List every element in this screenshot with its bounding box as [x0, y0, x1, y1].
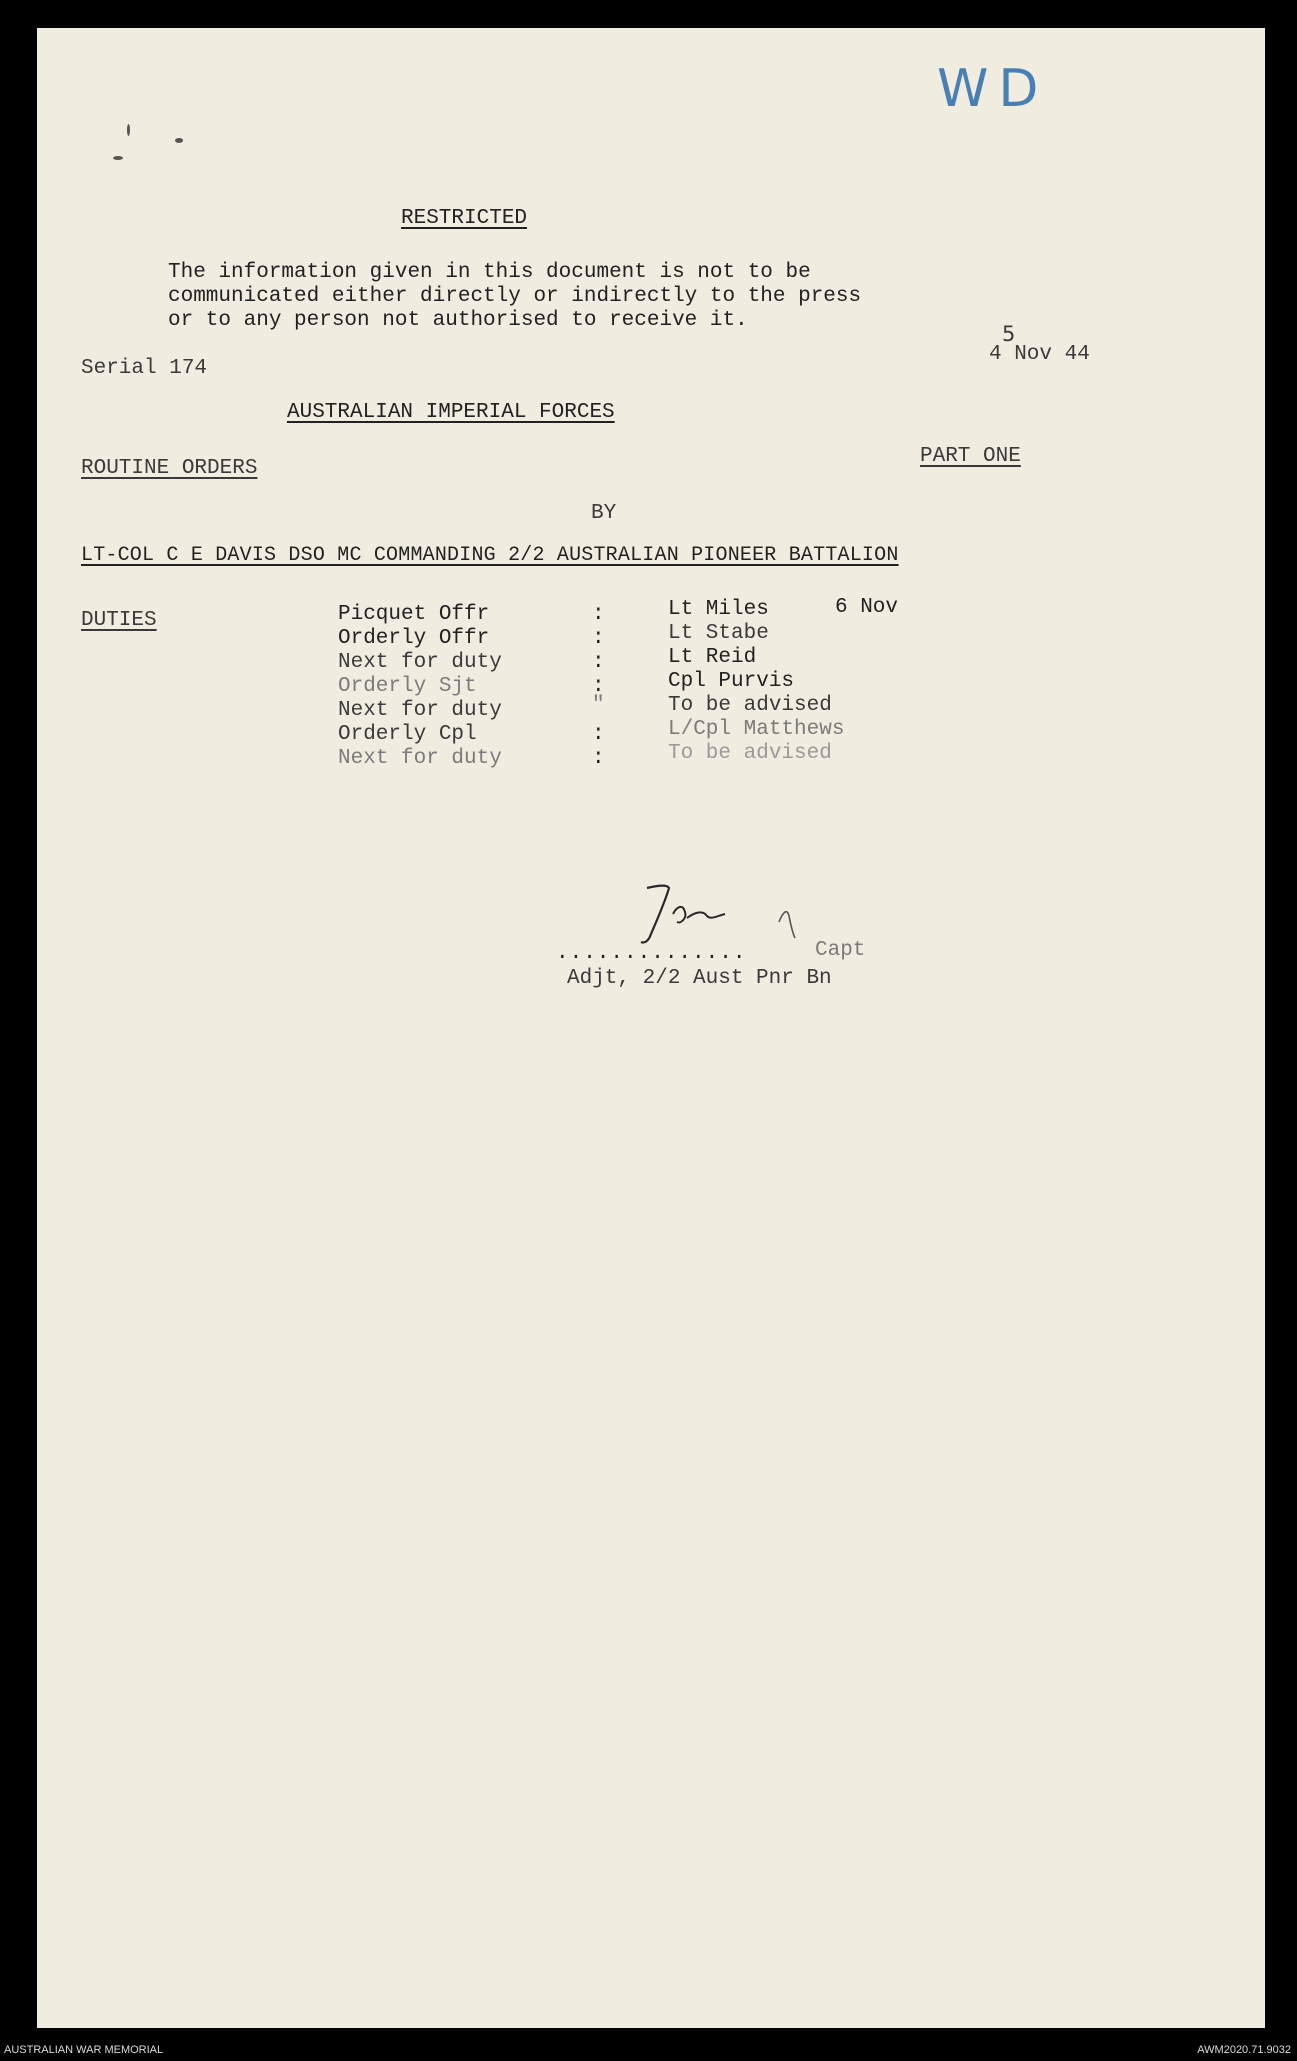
duty-role-7: Next for duty: [338, 747, 502, 770]
duty-name-2: Lt Stabe: [668, 622, 769, 645]
notice-line-1: The information given in this document is not to be: [168, 261, 811, 284]
punch-mark: [113, 156, 123, 160]
duty-sep-6: :: [592, 723, 605, 746]
duty-role-2: Orderly Offr: [338, 627, 490, 650]
punch-mark: [127, 124, 130, 136]
duty-role-4: Orderly Sjt: [338, 675, 477, 698]
duty-role-1: Picquet Offr: [338, 603, 490, 626]
order-date: 4 Nov 44: [989, 343, 1090, 366]
part-label: PART ONE: [920, 445, 1021, 468]
duty-role-5: Next for duty: [338, 699, 502, 722]
duties-label: DUTIES: [81, 609, 157, 632]
duty-role-6: Orderly Cpl: [338, 723, 477, 746]
handwritten-mark: WD: [937, 59, 1049, 119]
duty-sep-4: :: [592, 675, 605, 698]
signature-rank: Capt: [815, 939, 866, 962]
document-page: [37, 28, 1265, 2028]
restricted-heading: RESTRICTED: [401, 207, 528, 230]
signature-dots: ..............: [556, 942, 747, 965]
notice-line-2: communicated either directly or indirectly to the press: [168, 285, 862, 308]
duty-name-3: Lt Reid: [668, 646, 757, 669]
signature-title: Adjt, 2/2 Aust Pnr Bn: [567, 967, 832, 990]
duty-name-5: To be advised: [668, 694, 832, 717]
duty-name-6: L/Cpl Matthews: [668, 718, 845, 741]
duty-name-7: To be advised: [668, 742, 832, 765]
duty-role-3: Next for duty: [338, 651, 502, 674]
force-title: AUSTRALIAN IMPERIAL FORCES: [287, 401, 615, 424]
duty-name-1: Lt Miles: [668, 598, 769, 621]
duty-sep-3: :: [592, 651, 605, 674]
notice-line-3: or to any person not authorised to receive it.: [168, 309, 748, 332]
duty-date-1: 6 Nov: [835, 596, 899, 619]
duty-sep-2: :: [592, 627, 605, 650]
commander-line: LT-COL C E DAVIS DSO MC COMMANDING 2/2 AUSTRALIAN PIONEER BATTALION: [81, 544, 899, 567]
archive-credit: AUSTRALIAN WAR MEMORIAL: [4, 2044, 164, 2056]
punch-mark: [175, 138, 183, 143]
by-label: BY: [591, 502, 617, 525]
serial-number: Serial 174: [81, 357, 208, 380]
archive-reference: AWM2020.71.9032: [1197, 2044, 1291, 2056]
duty-sep-1: :: [592, 603, 605, 626]
duty-sep-7: :: [592, 747, 605, 770]
duty-name-4: Cpl Purvis: [668, 670, 795, 693]
duty-sep-5: ": [592, 694, 605, 717]
date-correction: 5: [1002, 322, 1016, 346]
routine-orders-label: ROUTINE ORDERS: [81, 457, 258, 480]
